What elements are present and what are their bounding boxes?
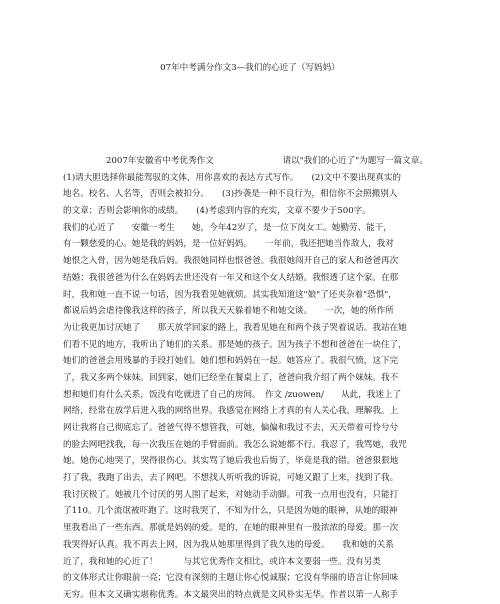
body-line: 近了，我和她的心近了！ 与其它优秀作文相比，或许本文要弱一些。没有另类 [63, 556, 381, 567]
body-line: 了110。几个流氓被吓跑了。这时我哭了，不知为什么，只是因为她的眼神，从她的眼神 [63, 506, 398, 517]
body-line: 网让我将自己彻底忘了。爸爸气得不想管我，可她，偏偏和我过不去，天天带着可怜兮兮 [63, 423, 399, 433]
body-line: 的文体形式让你眼前一亮；它没有深刻的主题让你心悦诚服；它没有华丽的语言让你回味 [63, 573, 399, 584]
body-line: 里我看出了一些东西。那就是妈妈的爱。是的，在她的眼神里有一股浓浓的母爱。那一次 [63, 523, 399, 534]
body-line: 网络，经常在放学后进入我的网络世界。我感觉在网络上才真的有人关心我，理解我。上 [63, 406, 399, 417]
body-line: 她恨之入骨，因为她是我后妈。我很她同样也恨爸爸。我很她闯开自己的家人和爸爸再次 [63, 256, 399, 267]
body-line: 有一颗慈爱的心。她是我的妈妈，是一位好妈妈。 一年前，我还把她当作敌人，我对 [63, 239, 394, 250]
body-line: 她们的爸爸会用残暴的手段打她们。她们想和妈妈在一起。她答应了。我很气愤，这下完 [63, 356, 399, 367]
body-line: 想和她们有什么关系，饭没有吃就进了自己的房间。 作文 /zuowen/ 从此，我迷上了 [63, 389, 402, 400]
body-line: 无穷。但本文又确实堪称优秀。本文最突出的特点就是文风朴实无华。作者以第一人称手 [63, 589, 399, 600]
body-line: 为让我更加讨厌她了 那天放学回家的路上，我看见她在和两个孩子哭着说话。我站在她 [63, 322, 407, 333]
body-line: 我哭得好认真。我不再去上网，因为我从她那里得到了我久违的母爱。 我和她的关系 [63, 539, 394, 550]
body-line: 她。她伤心地哭了，哭得很伤心。其实骂了她后我也后悔了，毕竟是我的错。爸爸狠狠地 [63, 456, 399, 467]
body-line: 的文章；否则会影响你的成绩。 (4)考虑到内容的充实，文章不要少于500字。 [63, 206, 371, 217]
body-line: 都说后妈会虐待像我这样的孩子，所以我天天躲着她不和她交谈。 一次，她的所作所 [63, 306, 394, 317]
body-line: 了，我又多两个妹妹。回到家，她们已经坐在餐桌上了，爸爸向我介绍了两个妹妹。我不 [63, 372, 399, 383]
body-line: 我们的心近了 安徽一考生 她，今年42岁了，是一位下岗女工。她勤劳、能干， [63, 222, 392, 233]
body-line: 时，我和她一直不说一句话，因为我看见她就烦。其实我知道这"娘"了还夹杂着"恐惧"， [63, 289, 397, 300]
body-line: 们看不见的地方，我听出了她们的关系。那是她的孩子。因为孩子不想和爸爸在一块住了， [63, 339, 407, 350]
body-line: 2007年安徽省中考优秀作文 请以"我们的心近了"为题写一篇文章。 [63, 156, 428, 166]
body-line: 打了我，我跑了出去，去了网吧。不想找人听听我的诉说，可她又跟了上来，找到了我。 [63, 473, 399, 484]
body-line: (1)请大胆选择你最能驾驭的文体，用你喜欢的表达方式写作。 (2)文中不要出现真实的 [63, 172, 402, 183]
body-line: 结婚；我很爸爸为什么在妈妈去世还没有一年又和这个女人结婚。我恨透了这个家。在那 [63, 272, 399, 283]
body-line: 地名、校名、人名等，否则会被扣分。 (3)抄袭是一种不良行为，相信你不会照搬别人 [63, 189, 398, 200]
body-line: 的脸去网吧找我，每一次我压在她的手臂面前。我怎么说她都不行。我忍了，我骂她，我咒 [63, 439, 407, 450]
body-line: 我讨厌极了。她被几个讨厌的男人围了起来，对她动手动脚。可我一点用也没有，只能打 [63, 489, 399, 500]
document-body [63, 153, 447, 604]
document-title: 07年中考满分作文3—我们的心近了（写妈妈） [160, 63, 340, 73]
